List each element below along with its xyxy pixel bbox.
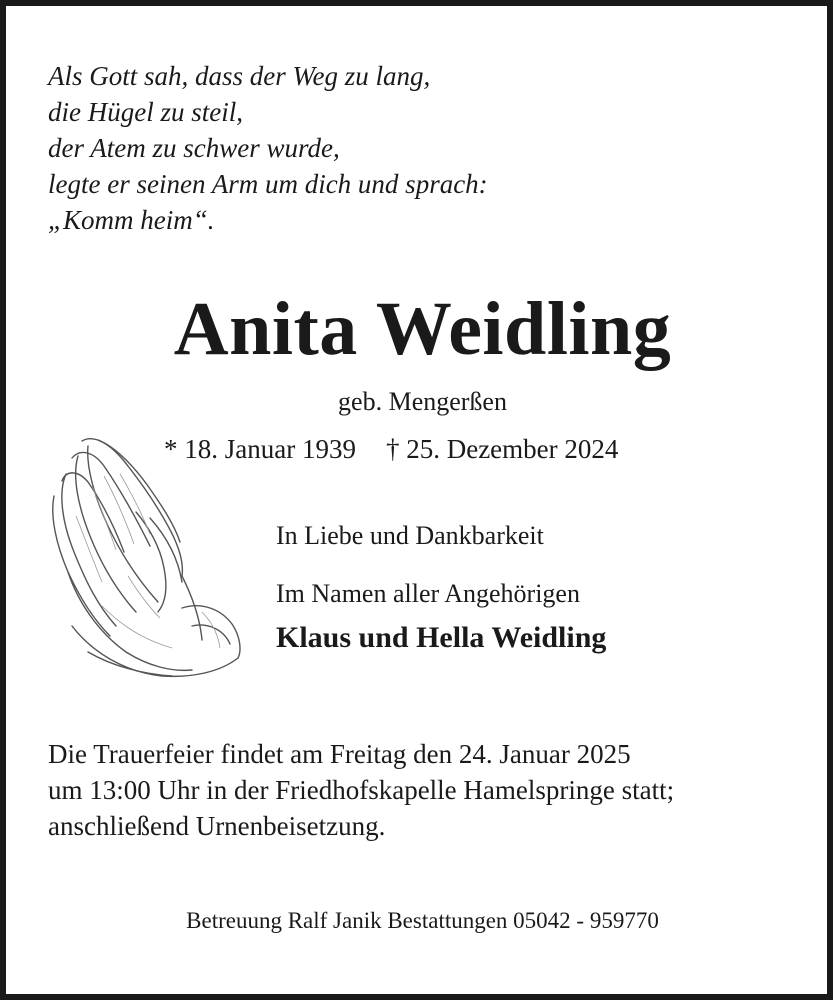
deceased-name: Anita Weidling <box>173 287 672 371</box>
funeral-line: Die Trauerfeier findet am Freitag den 24. Januar 2025 <box>48 739 631 769</box>
funeral-details <box>48 736 674 844</box>
undertaker-info: Betreuung Ralf Janik Bestattungen 05042 - 959770 <box>186 908 659 933</box>
poem-line: der Atem zu schwer wurde, <box>48 133 340 163</box>
family-names: Klaus und Hella Weidling <box>276 621 607 654</box>
poem-line: legte er seinen Arm um dich und sprach: <box>48 169 488 199</box>
poem-line: „Komm heim“. <box>48 205 215 235</box>
birth-date: * 18. Januar 1939 <box>164 434 356 464</box>
dedication-line: In Liebe und Dankbarkeit <box>276 521 544 550</box>
poem <box>48 58 488 238</box>
poem-line: Als Gott sah, dass der Weg zu lang, <box>48 61 431 91</box>
death-date: † 25. Dezember 2024 <box>385 434 619 464</box>
on-behalf-line: Im Namen aller Angehörigen <box>276 579 580 608</box>
funeral-line: um 13:00 Uhr in der Friedhofskapelle Hamelspringe statt; <box>48 775 675 805</box>
maiden-name: geb. Mengerßen <box>338 387 507 416</box>
poem-line: die Hügel zu steil, <box>48 97 243 127</box>
funeral-line: anschließend Urnenbeisetzung. <box>48 811 386 841</box>
praying-hands-icon <box>32 426 247 678</box>
